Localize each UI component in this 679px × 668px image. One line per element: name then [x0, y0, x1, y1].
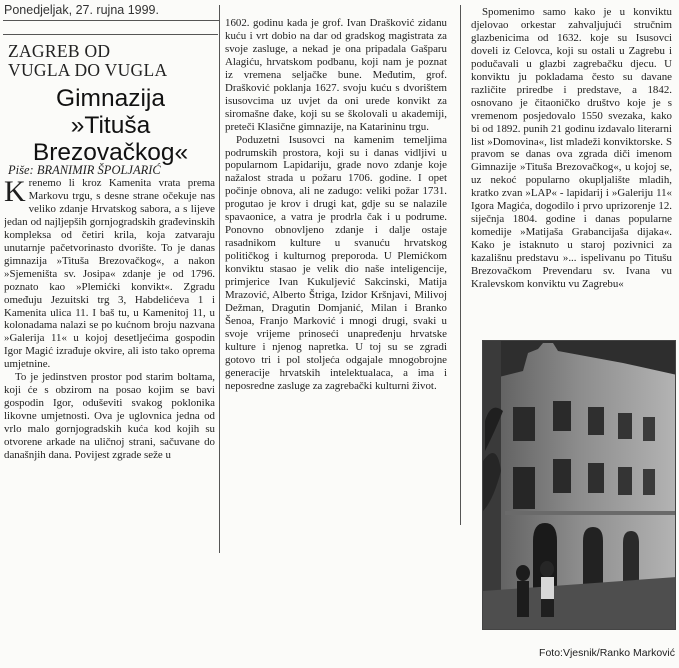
dateline: Ponedjeljak, 27. rujna 1999.	[4, 3, 159, 17]
body-column-2	[225, 17, 447, 522]
headline-line-2: »Tituša	[70, 112, 151, 139]
col2-paragraph-2: Poduzetni Isusovci na kamenim temeljima podrumskih prostora, koji su i danas vidljivi u popularnom Lapidariju, grade novo zdanje koje nažalost strada u požaru 1706. godine. I opet počinje obnova, ali ne zadugo: veliki požar 1731. progutao je krov i drugi kat, gdje su se nalazile spavaonice, a vatra je prodrla čak i u podrume. Ponovno obnovljeno zdanje i dalje ostaje rasadnikom kulture u svanuću hrvatskog političkog i kulturnog preporoda. U Plemićkom konviktu stasao je velik dio naše inteligencije, primjerice Ivan Kukuljević Sakcinski, Matija Mrazović, Alberto Štriga, Izidor Kršnjavi, Milivoj Dežman, Dragutin Domjanić, Milan i Branko Šenoa, Franjo Marković i mnogi drugi, svaki u svoje vrijeme prinoseći unapređenju hrvatske kulture i njenog napretka. U toj su se zgradi gotovo tri i pol stoljeća odgajale mnogobrojne generacije hrvatskih intelektualaca, a ima i neposredne zasluge za zagrebački kulturni život.	[225, 133, 447, 392]
byline-author: BRANIMIR ŠPOLJARIĆ	[36, 163, 161, 177]
building-photo-graphic	[483, 341, 676, 630]
byline	[8, 163, 216, 177]
drop-cap: K	[4, 177, 26, 208]
headline-line-3: Brezovačkog«	[32, 139, 189, 166]
top-rule	[3, 20, 219, 21]
headline-line-1: Gimnazija	[56, 85, 165, 112]
col3-paragraph-1: Spomenimo samo kako je u konviktu djelovao orkestar zahvaljujući stručnim glazbenicima od 1632. koje su Isusovci doveli iz Celovca, koji su ostali u Zagrebu i podučavali u glazbi zagrebačku djecu. U konviktu ju pokladama često su davane različite priredbe i predstave, a 1842. osnovano je čitaoničko društvo koje je s vremenom posjedovalo 1550 svezaka, kako bi od 1892. punih 21 godinu izdavalo literarni list »Domovina«, list mladeži konviktorske. S pravom se danas ova zgrada diči imenom Gimnazije »Tituša Brezovačkog«, u kojoj se, uz nekoć popularno okupljalište mladih, kratko zvan »LAP« - lapidarij i »Galeriju 11« Igora Magića, dogodilo i prvo uprizorenje 12. siječnja 1804. godine i danas popularne komedije »Matijaša Grabancijaša dijaka«. Kako je istaknuto u staroj pozivnici za kazališnu predstavu »... ispelivanu po Titušu Brezovačkom Prevendaru sv. Ivana vu Kralevskom konviktu vu Zagrebu«	[471, 6, 672, 291]
section-kicker	[8, 42, 213, 80]
body-column-3	[471, 6, 672, 340]
col1-paragraph-1	[4, 177, 215, 371]
body-column-1	[4, 177, 215, 557]
photo-credit: Foto:Vjesnik/Ranko Marković	[539, 647, 675, 659]
column-divider-right	[460, 5, 461, 525]
kicker-line-2: VUGLA DO VUGLA	[8, 60, 168, 80]
column-divider-left	[219, 5, 220, 553]
byline-prefix: Piše:	[8, 163, 34, 177]
kicker-line-1: ZAGREB OD	[8, 41, 111, 61]
header-box-top	[3, 34, 218, 35]
headline	[8, 85, 213, 166]
col2-paragraph-1: 1602. godinu kada je grof. Ivan Drašković zidanu kuću i vrt dobio na dar od gradskog magistrata za svoje zasluge, a nekad je ona pripadala Gašparu Alagiću, hrvatskom podbanu, koji nam je poznat iz vremena seljačke bune. Međutim, grof. Drašković poklanja 1627. svoju kuću s dvorištem isusovcima uz uvjet da oni urede konvikt za siromašne đake, koji su se školovali u akademiji, preteči Klasične gimnazije, na Katarininu trgu.	[225, 17, 447, 133]
col1-paragraph-1-text: renemo li kroz Kamenita vrata prema Markovu trgu, s desne strane očekuje nas veliko zdanje Hrvatskog sabora, a s lijeve jedan od najljepših gornjogradskih građevinskih kompleksa od četiri krila, koja zatvaraju unutarnje pačetvorinasto dvorište. To je danas gimnazija »Tituša Brezovačkog«, a nakon »Sjemeništa sv. Josipa« zdanje je od 1796. poznato kao »Plemićki konvikt«. Zgradu omeđuju Jezuitski trg 3, Habdelićeva 1 i Kamenita ulica 11. I baš tu, u Kamenitoj 11, u kolonadama nalazi se po kućnom broju nazvana »Galerija 11« u kojoj desetljećima gospodin Igor Magić izrađuje okvire, ali isto tako oprema umjetnine.	[4, 177, 215, 371]
col1-paragraph-2: To je jedinstven prostor pod starim boltama, koji će s obzirom na posao kojim se bavi gospodin Igor, oduševiti svakog poklonika likovne umjetnosti. Ova je uglovnica jedna od vrlo malo gornjogradskih kuća kod kojih su otvorene arkade na uličnoj strani, sačuvane do današnjih dana. Povijest zgrade seže u	[4, 371, 215, 462]
building-photo	[482, 340, 676, 630]
